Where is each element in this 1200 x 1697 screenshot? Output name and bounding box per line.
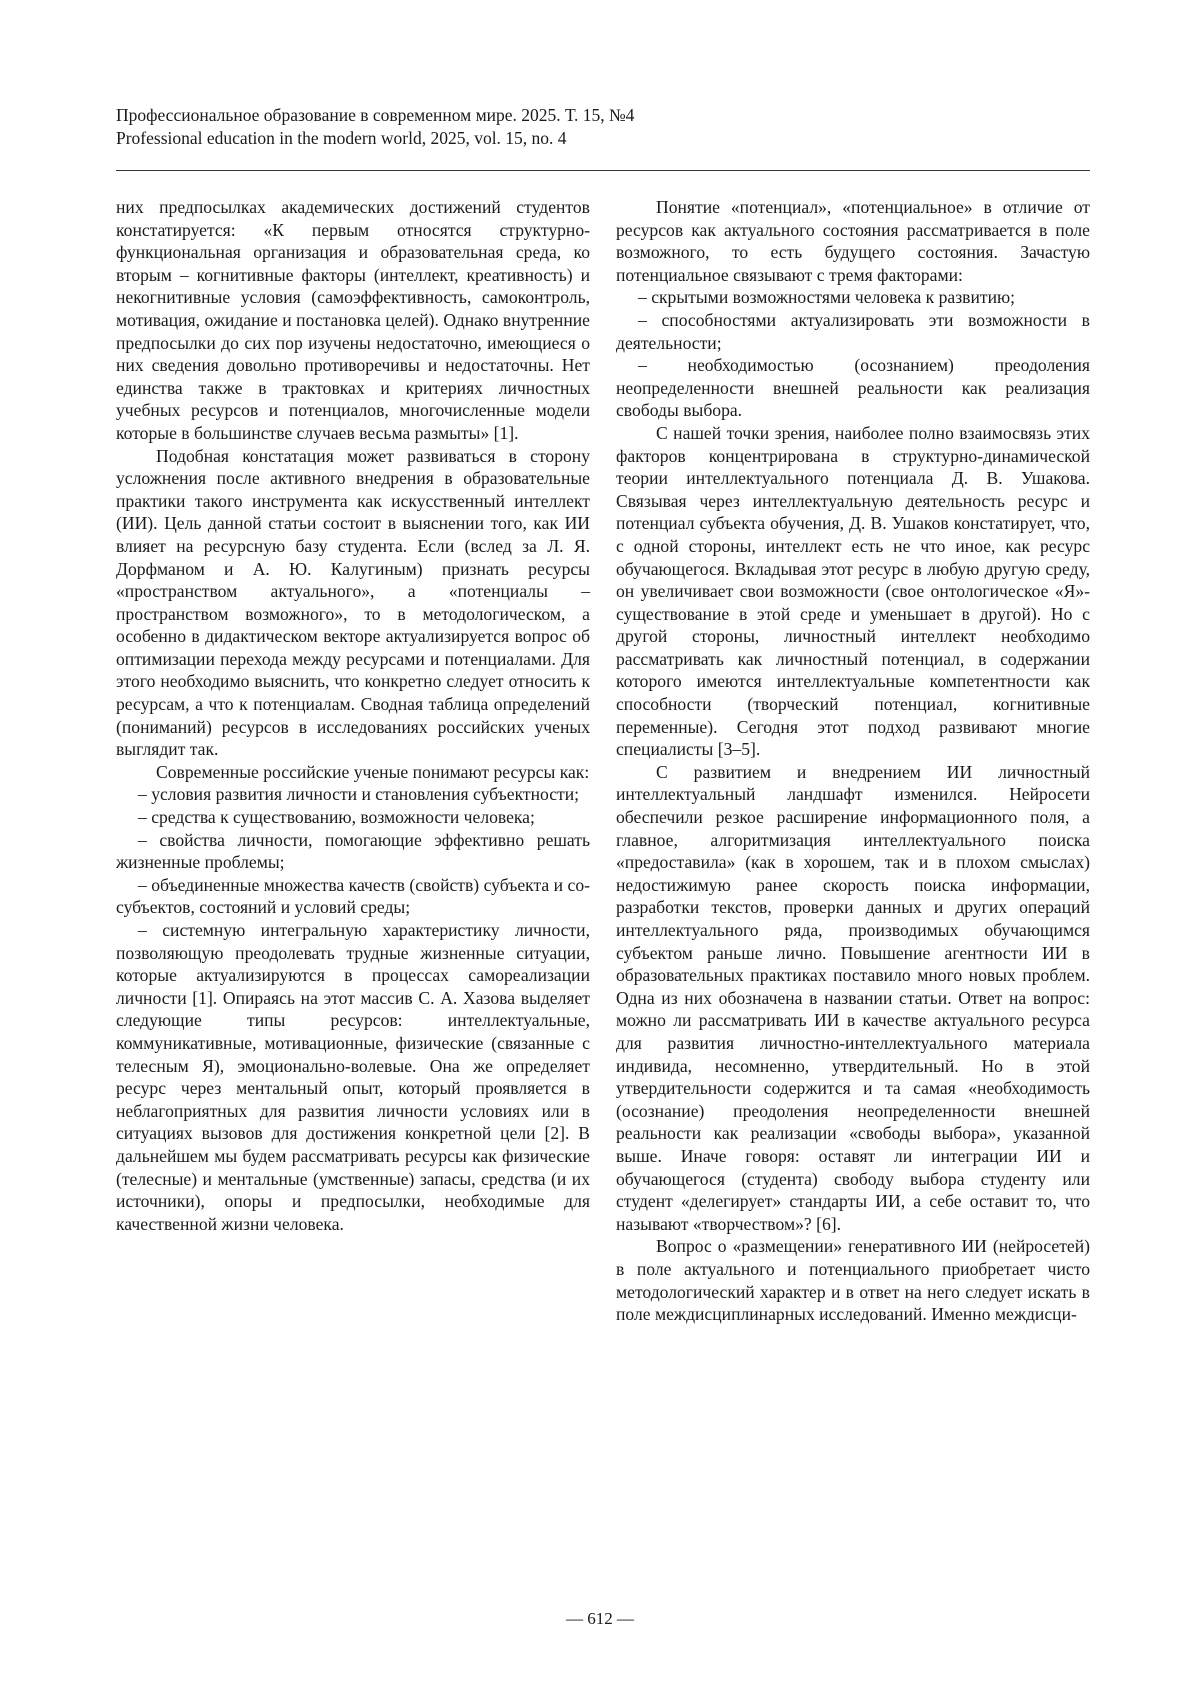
list-item: – объединенные множества качеств (свойств) субъекта и со-субъектов, состояний и условий среды; bbox=[116, 874, 590, 918]
paragraph: Понятие «потенциал», «потенциальное» в отличие от ресурсов как актуального состояния рассматривается в поле возможного, то есть будущего состояния. Зачастую потенциальное связывают с тремя факторами: bbox=[616, 197, 1090, 285]
running-header bbox=[116, 104, 1090, 150]
list-item: – системную интегральную характеристику личности, позволяющую преодолевать трудные жизненные ситуации, которые актуализируются в процессах самореализации личности [1]. Опираясь на этот массив С. А. Хазова выделяет следующие типы ресурсов: интеллектуальные, коммуникативные, мотивационные, физические (связанные с телесным Я), эмоционально-волевые. Она же определяет ресурс через ментальный опыт, который проявляется в неблагоприятных для развития личности условиях или в ситуациях вызовов для достижения конкретной цели [2]. В дальнейшем мы будем рассматривать ресурсы как физические (телесные) и ментальные (умственные) запасы, средства (и их источники), опоры и предпосылки, необходимые для качественной жизни человека. bbox=[116, 920, 590, 1234]
header-rule bbox=[116, 170, 1090, 171]
list-item: – свойства личности, помогающие эффективно решать жизненные проблемы; bbox=[116, 829, 590, 873]
paragraph: них предпосылках академических достижений студентов констатируется: «К первым относятся структурно-функциональная организация и образовательная среда, ко вторым – когнитивные факторы (интеллект, креативность) и некогнитивные условия (самоэффективность, самоконтроль, мотивация, ожидание и постановка целей). Однако внутренние предпосылки до сих пор изучены недостаточно, имеющиеся о них сведения довольно противоречивы и недостаточны. Нет единства также в трактовках и критериях личностных учебных ресурсов и потенциалов, многочисленные модели которые в большинстве случаев весьма размыты» [1]. bbox=[116, 197, 590, 443]
left-column bbox=[116, 196, 590, 1235]
list-item: – средства к существованию, возможности человека; bbox=[138, 807, 535, 828]
journal-title-en: Professional education in the modern world, 2025, vol. 15, no. 4 bbox=[116, 128, 567, 148]
right-column bbox=[616, 196, 1090, 1326]
paragraph: С развитием и внедрением ИИ личностный интеллектуальный ландшафт изменился. Нейросети обеспечили резкое расширение информационного поля, а главное, алгоритмизация интеллектуального поиска «предоставила» (как в хорошем, так и в плохом смыслах) недостижимую ранее скорость поиска информации, разработки текстов, проверки данных и других операций интеллектуального ряда, производимых обучающимся субъектом раньше лично. Повышение агентности ИИ в образовательных практиках поставило много новых проблем. Одна из них обозначена в названии статьи. Ответ на вопрос: можно ли рассматривать ИИ в качестве актуального ресурса для развития личностно-интеллектуального материала индивида, несомненно, утвердительный. Но в этой утвердительности содержится и та самая «необходимость (осознание) преодоления неопределенности внешней реальности как реализации «свободы выбора», указанной выше. Иначе говоря: оставят ли интеграции ИИ и обучающегося (студента) свободу выбора студенту или студент «делегирует» стандарты ИИ, а себе оставит то, что называют «творчеством»? [6]. bbox=[616, 761, 1090, 1234]
list-item: – способностями актуализировать эти возможности в деятельности; bbox=[616, 309, 1090, 353]
paragraph: Современные российские ученые понимают ресурсы как: bbox=[156, 761, 590, 782]
list-item: – условия развития личности и становления субъектности; bbox=[138, 784, 580, 805]
page-number: — 612 — bbox=[566, 1609, 634, 1628]
list-item: – скрытыми возможностями человека к развитию; bbox=[638, 287, 1016, 308]
paragraph: Вопрос о «размещении» генеративного ИИ (нейросетей) в поле актуального и потенциального приобретает чисто методологический характер и в ответ на него следует искать в поле междисциплинарных исследований. Именно междисци- bbox=[616, 1236, 1090, 1325]
paragraph: С нашей точки зрения, наиболее полно взаимосвязь этих факторов концентрирована в структурно-динамической теории интеллектуального потенциала Д. В. Ушакова. Связывая через интеллектуальную деятельность ресурс и потенциал субъекта обучения, Д. В. Ушаков констатирует, что, с одной стороны, интеллект есть не что иное, как ресурс обучающегося. Вкладывая этот ресурс в любую другую среду, он увеличивает свои возможности (свое онтологическое «Я»-существование в этой среде и уменьшает в другой). Но с другой стороны, личностный интеллект необходимо рассматривать как личностный потенциал, в содержании которого имеются интеллектуальные компетентности как способности (творческий потенциал, когнитивные переменные). Сегодня этот подход развивают многие специалисты [3–5]. bbox=[616, 422, 1090, 760]
list-item: – необходимостью (осознанием) преодоления неопределенности внешней реальности как реализация свободы выбора. bbox=[616, 355, 1090, 421]
journal-title-ru: Профессиональное образование в современном мире. 2025. Т. 15, №4 bbox=[116, 105, 635, 125]
paragraph: Подобная констатация может развиваться в сторону усложнения после активного внедрения в образовательные практики такого инструмента как искусственный интеллект (ИИ). Цель данной статьи состоит в выяснении того, как ИИ влияет на ресурсную базу студента. Если (вслед за Л. Я. Дорфманом и А. Ю. Калугиным) признать ресурсы «пространством актуального», а «потенциалы – пространством возможного», то в методологическом, а особенно в дидактическом векторе актуализируется вопрос об оптимизации перехода между ресурсами и потенциалами. Для этого необходимо выяснить, что конкретно следует относить к ресурсам, а что к потенциалам. Сводная таблица определений (пониманий) ресурсов в исследованиях российских ученых выглядит так. bbox=[116, 445, 590, 760]
